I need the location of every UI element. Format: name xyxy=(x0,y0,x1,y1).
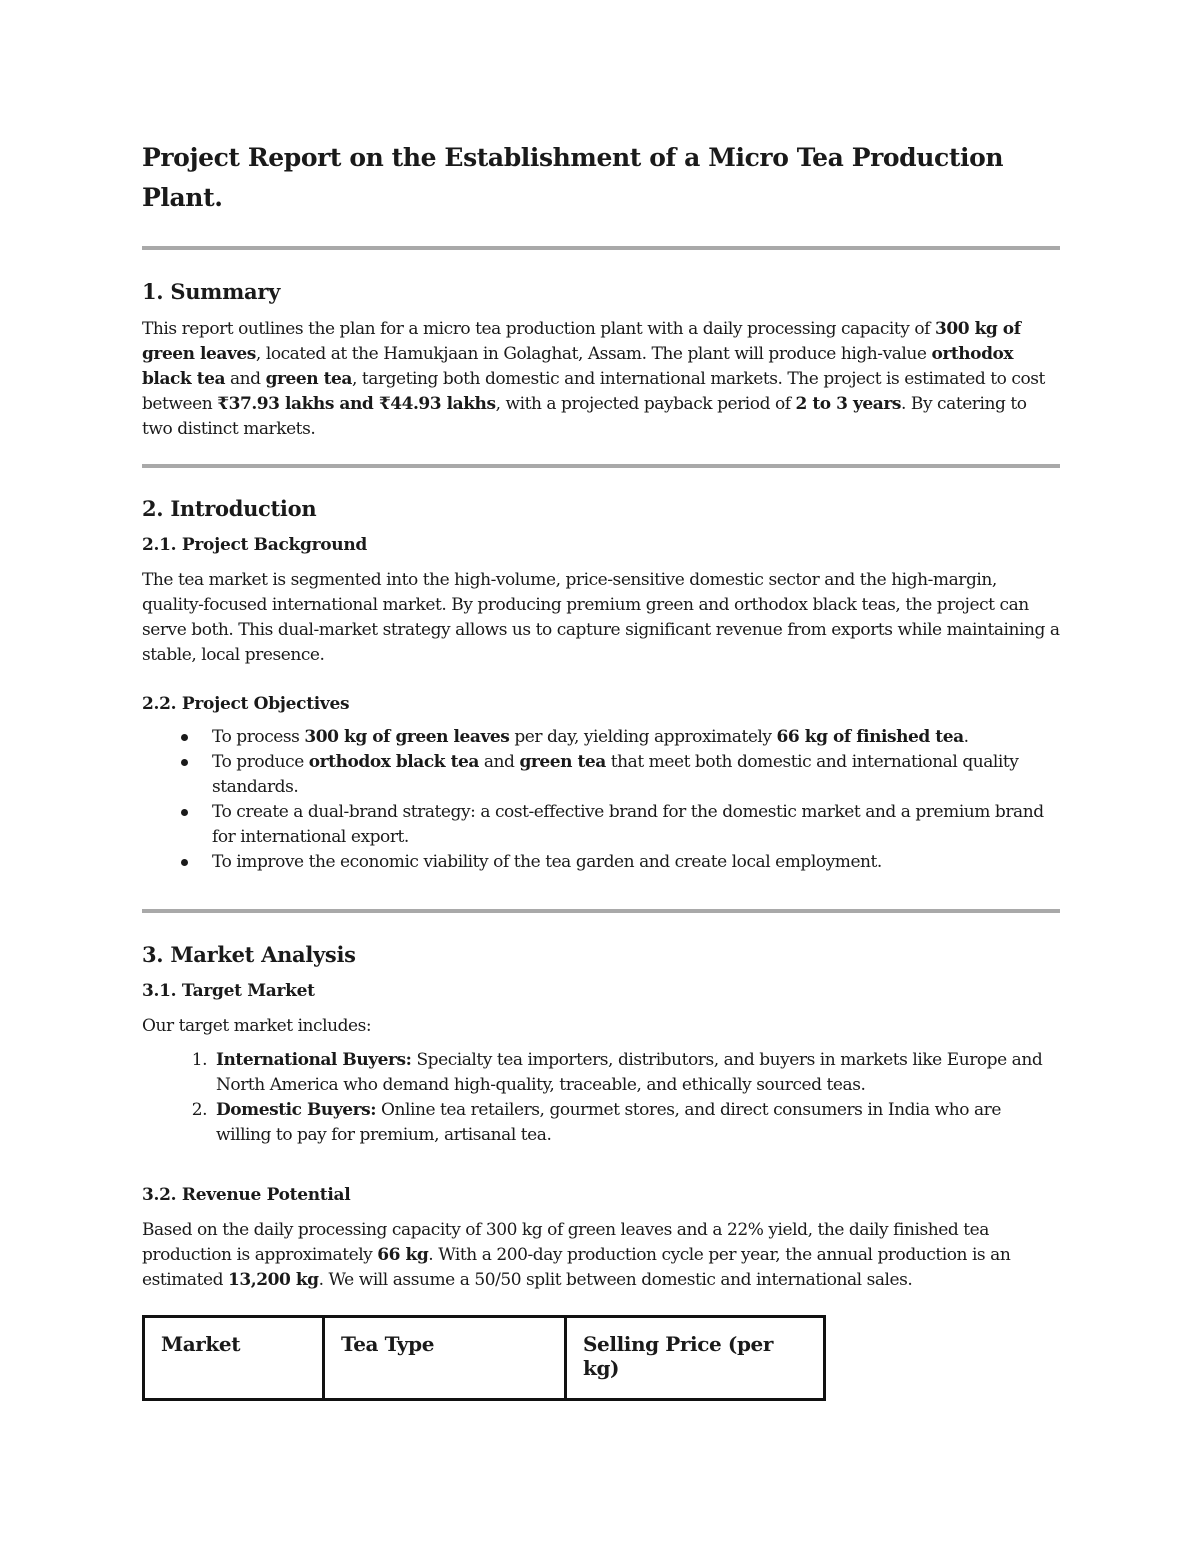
list-item: To produce orthodox black tea and green tea that meet both domestic and international quality standards. xyxy=(212,750,1060,800)
list-item: To improve the economic viability of the tea garden and create local employment. xyxy=(212,850,1060,875)
list-item: 2. Domestic Buyers: Online tea retailers, gourmet stores, and direct consumers in India who are willing to pay for premium, artisanal tea. xyxy=(212,1098,1060,1148)
subheading-target-market: 3.1. Target Market xyxy=(142,981,315,1001)
objectives-list xyxy=(142,725,1060,875)
subheading-project-background: 2.1. Project Background xyxy=(142,535,367,555)
revenue-paragraph: Based on the daily processing capacity of 300 kg of green leaves and a 22% yield, the daily finished tea production is approximately 66 kg. With a 200-day production cycle per year, the annual production is an estimated 13,200 kg. We will assume a 50/50 split between domestic and international sales. xyxy=(142,1220,1011,1290)
divider xyxy=(142,909,1060,913)
list-item: To create a dual-brand strategy: a cost-effective brand for the domestic market and a premium brand for international export. xyxy=(212,800,1060,850)
target-market-list xyxy=(142,1048,1060,1148)
market-table xyxy=(142,1315,826,1401)
list-item: 1. International Buyers: Specialty tea importers, distributors, and buyers in markets like Europe and North America who demand high-quality, traceable, and ethically sourced teas. xyxy=(212,1048,1060,1098)
table-header-selling-price: Selling Price (per kg) xyxy=(566,1317,825,1400)
divider xyxy=(142,246,1060,250)
subheading-project-objectives: 2.2. Project Objectives xyxy=(142,694,350,714)
section-heading-summary: 1. Summary xyxy=(142,279,280,304)
table-header-row xyxy=(144,1317,825,1400)
document-title: Project Report on the Establishment of a Micro Tea Production Plant. xyxy=(142,143,1004,212)
summary-paragraph: This report outlines the plan for a micro tea production plant with a daily processing capacity of 300 kg of green leaves, located at the Hamukjaan in Golaghat, Assam. The plant will produce high-value orthodox black tea and green tea, targeting both domestic and international markets. The project is estimated to cost between ₹37.93 lakhs and ₹44.93 lakhs, with a projected payback period of 2 to 3 years. By catering to two distinct markets. xyxy=(142,319,1045,439)
table-header-market: Market xyxy=(144,1317,324,1400)
section-heading-introduction: 2. Introduction xyxy=(142,496,317,521)
background-paragraph: The tea market is segmented into the high-volume, price-sensitive domestic sector and the high-margin, quality-focused international market. By producing premium green and orthodox black teas, the project can serve both. This dual-market strategy allows us to capture significant revenue from exports while maintaining a stable, local presence. xyxy=(142,570,1060,665)
divider xyxy=(142,464,1060,468)
list-item: To process 300 kg of green leaves per day, yielding approximately 66 kg of finished tea. xyxy=(212,725,1060,750)
target-market-intro: Our target market includes: xyxy=(142,1016,372,1036)
section-heading-market-analysis: 3. Market Analysis xyxy=(142,942,356,967)
table-header-tea-type: Tea Type xyxy=(324,1317,566,1400)
subheading-revenue-potential: 3.2. Revenue Potential xyxy=(142,1185,351,1205)
document-content xyxy=(142,138,1060,1401)
